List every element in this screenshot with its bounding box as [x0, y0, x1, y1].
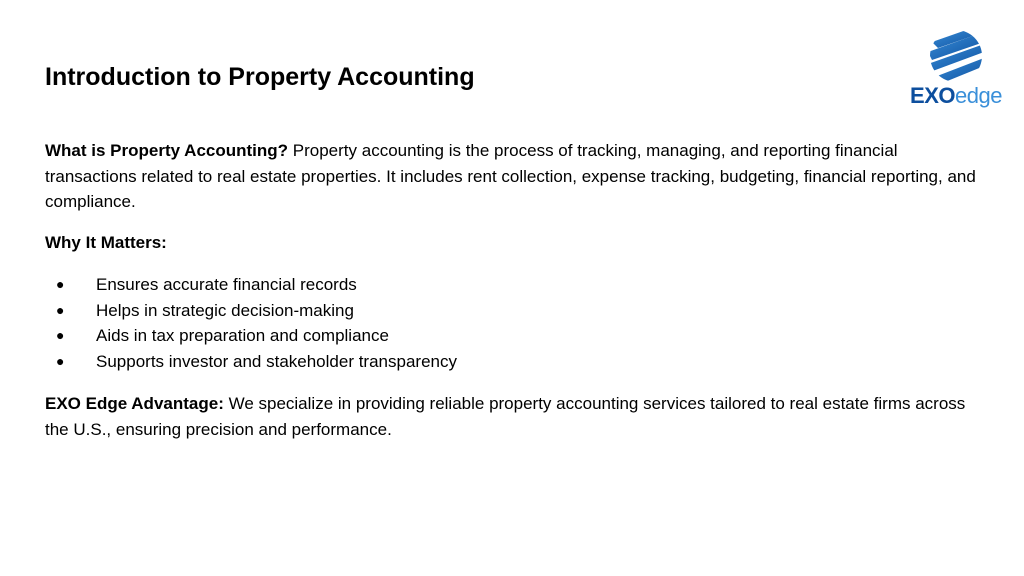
- exo-edge-logo: [906, 28, 1006, 116]
- intro-paragraph: [45, 138, 980, 215]
- logo-wordmark: [906, 82, 1006, 110]
- bullet-text: Aids in tax preparation and compliance: [96, 326, 389, 345]
- list-item: [45, 323, 980, 349]
- exo-edge-stripes-icon: [928, 28, 984, 84]
- logo-text-edge: edge: [955, 83, 1002, 108]
- list-item: [45, 272, 980, 298]
- list-item: [45, 298, 980, 324]
- bullet-text: Helps in strategic decision-making: [96, 300, 354, 320]
- list-item: [45, 349, 980, 375]
- bullet-text: Supports investor and stakeholder transparency: [96, 351, 457, 371]
- why-heading: Why It Matters:: [45, 232, 167, 252]
- slide-body: [45, 138, 980, 442]
- logo-text-exo: EXO: [910, 83, 955, 108]
- benefits-list: [45, 272, 980, 374]
- intro-text: Property accounting is the process of tracking, managing, and reporting financial transactions related to real estate properties. It includes rent collection, expense tracking, budgeting, financial reporting, and compliance.: [45, 141, 976, 211]
- advantage-text: We specialize in providing reliable property accounting services tailored to real estate firms across the U.S., ensuring precision and performance.: [45, 394, 966, 439]
- advantage-paragraph: [45, 391, 980, 442]
- advantage-label: EXO Edge Advantage:: [45, 394, 224, 413]
- bullet-text: Ensures accurate financial records: [96, 275, 357, 294]
- bullet-icon: ●: [56, 352, 65, 369]
- page-title: Introduction to Property Accounting: [45, 63, 475, 91]
- bullet-icon: ●: [56, 276, 65, 292]
- bullet-icon: ●: [56, 327, 65, 343]
- bullet-icon: ●: [56, 301, 65, 318]
- intro-label: What is Property Accounting?: [45, 141, 289, 160]
